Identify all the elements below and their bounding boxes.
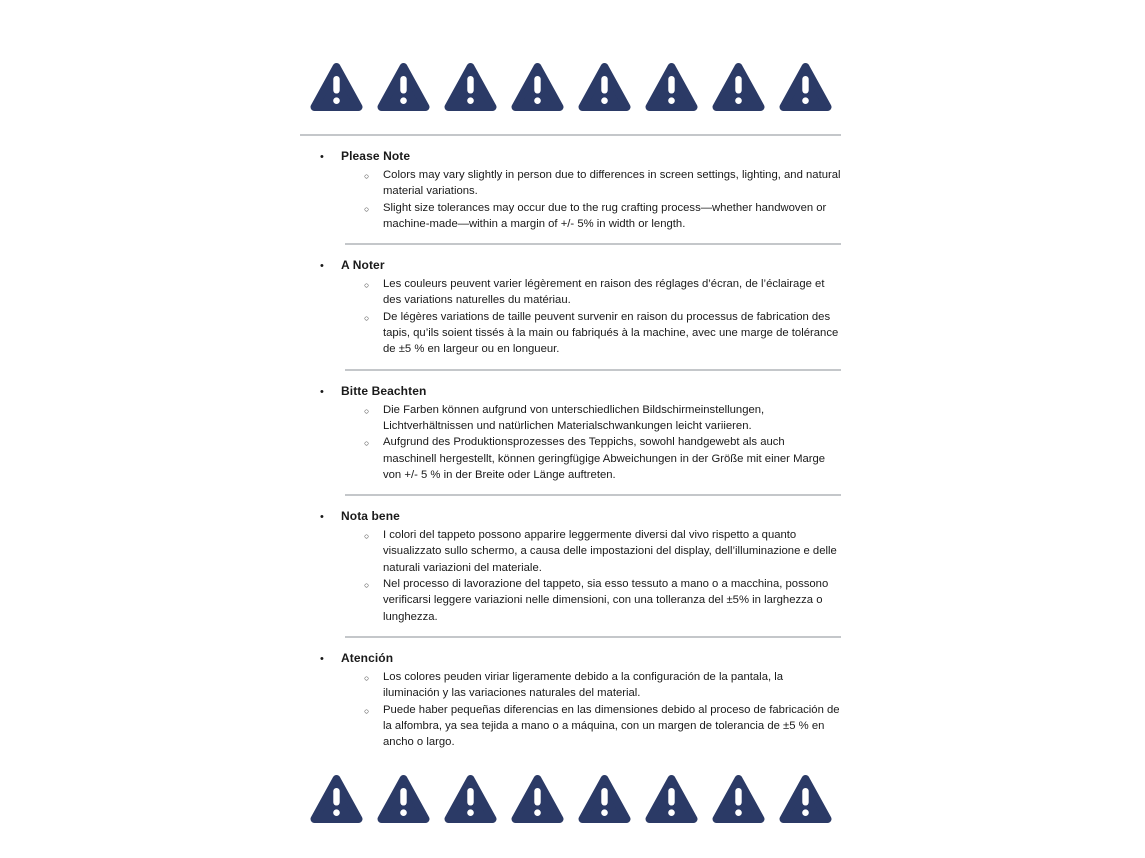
warning-triangle-icon	[444, 774, 497, 824]
warning-triangle-icon	[779, 774, 832, 824]
document-content	[300, 0, 841, 824]
divider	[345, 636, 841, 638]
list-item	[300, 167, 841, 200]
note-section	[300, 257, 841, 370]
list-item-text: Puede haber pequeñas diferencias en las dimensiones debido al proceso de fabricación de la alfombra, ya sea tejida a mano o a máquina, con un margen de tolerancia de ±5 % en ancho o largo.	[383, 703, 840, 749]
warning-triangle-icon	[645, 774, 698, 824]
section-items	[300, 669, 841, 750]
circle-bullet-icon: ○	[364, 171, 370, 181]
bullet-icon: •	[320, 511, 324, 524]
section-heading: Nota bene	[341, 509, 400, 524]
circle-bullet-icon: ○	[364, 405, 370, 416]
list-item	[300, 527, 841, 576]
warning-triangle-icon	[712, 62, 765, 112]
bullet-icon: •	[320, 260, 324, 273]
warning-triangle-icon	[310, 774, 363, 824]
list-item	[300, 309, 841, 358]
warning-triangle-icon	[712, 774, 765, 824]
warning-triangle-icon	[444, 62, 497, 112]
warning-triangle-icon	[645, 62, 698, 112]
list-item-text: I colori del tappeto possono apparire leggermente diversi dal vivo rispetto a quanto visualizzato sullo schermo, a causa delle impostazioni del display, dell’illuminazione e delle naturali variazioni del materiale.	[383, 529, 837, 574]
list-item-text: Aufgrund des Produktionsprozesses des Teppichs, sowohl handgewebt als auch maschinell hergestellt, können geringfügige Abweichungen in der Größe mit einer Marge von +/- 5 % in der Breite oder Länge auftreten.	[383, 436, 826, 481]
warning-triangle-icon	[511, 774, 564, 824]
note-section	[300, 383, 841, 496]
list-item-text: Colors may vary slightly in person due to differences in screen settings, lighting, and natural material variations.	[383, 169, 841, 198]
list-item	[300, 576, 841, 625]
circle-bullet-icon: ○	[364, 438, 370, 449]
list-item-text: Nel processo di lavorazione del tappeto, sia esso tessuto a mano o a macchina, possono verificarsi leggere variazioni nelle dimensioni, con una tolleranza del ±5% in larghezza o lunghezza.	[383, 578, 829, 623]
bullet-icon: •	[320, 385, 324, 398]
list-item-text: De légères variations de taille peuvent survenir en raison du processus de fabrication des tapis, qu’ils soient tissés à la main ou fabriqués à la machine, avec une marge de tolérance de ±5 % en largeur ou en longueur.	[383, 310, 839, 356]
list-item-text: Les couleurs peuvent varier légèrement en raison des réglages d’écran, de l’éclairage et des variations naturelles du matériau.	[383, 278, 825, 307]
list-item-text: Slight size tolerances may occur due to the rug crafting process—whether handwoven or machine-made—within a margin of +/- 5% in width or length.	[383, 201, 827, 230]
section-heading: Atención	[341, 650, 394, 665]
list-item	[300, 402, 841, 435]
section-heading: Please Note	[341, 149, 411, 163]
list-item	[300, 669, 841, 702]
warning-triangle-icon	[578, 774, 631, 824]
warning-triangle-icon	[779, 62, 832, 112]
bullet-icon: •	[320, 652, 324, 665]
section-heading: A Noter	[341, 258, 385, 273]
list-item-text: Los colores peuden viriar ligeramente debido a la configuración de la pantala, la iluminación y las variaciones naturales del material.	[383, 670, 784, 700]
section-heading-row	[300, 148, 841, 166]
list-item	[300, 200, 841, 233]
section-items	[300, 276, 841, 357]
warning-triangle-icon	[511, 62, 564, 112]
list-item	[300, 276, 841, 309]
section-heading-row	[300, 383, 841, 401]
note-section	[300, 508, 841, 638]
warning-triangle-icon	[310, 62, 363, 112]
circle-bullet-icon: ○	[364, 312, 370, 323]
section-heading-row	[300, 650, 841, 668]
section-items	[300, 167, 841, 232]
divider	[345, 369, 841, 371]
section-heading-row	[300, 508, 841, 526]
bullet-icon: •	[320, 151, 324, 163]
divider	[345, 494, 841, 496]
warning-triangle-icon	[578, 62, 631, 112]
section-items	[300, 527, 841, 625]
section-heading: Bitte Beachten	[341, 383, 427, 398]
section-items	[300, 402, 841, 483]
note-section	[300, 650, 841, 750]
circle-bullet-icon: ○	[364, 531, 370, 542]
divider	[345, 243, 841, 245]
circle-bullet-icon: ○	[364, 280, 370, 291]
note-sections	[300, 148, 841, 750]
warning-row-bottom	[300, 774, 841, 824]
circle-bullet-icon: ○	[364, 672, 370, 683]
circle-bullet-icon: ○	[364, 580, 370, 591]
circle-bullet-icon: ○	[364, 203, 370, 214]
warning-triangle-icon	[377, 774, 430, 824]
warning-row-top	[300, 62, 841, 112]
list-item	[300, 702, 841, 751]
circle-bullet-icon: ○	[364, 705, 370, 716]
list-item-text: Die Farben können aufgrund von unterschiedlichen Bildschirmeinstellungen, Lichtverhältnissen und natürlichen Materialschwankungen leicht variieren.	[383, 403, 765, 432]
section-heading-row	[300, 257, 841, 275]
warning-triangle-icon	[377, 62, 430, 112]
list-item	[300, 434, 841, 483]
divider	[300, 134, 841, 136]
note-section	[300, 148, 841, 245]
